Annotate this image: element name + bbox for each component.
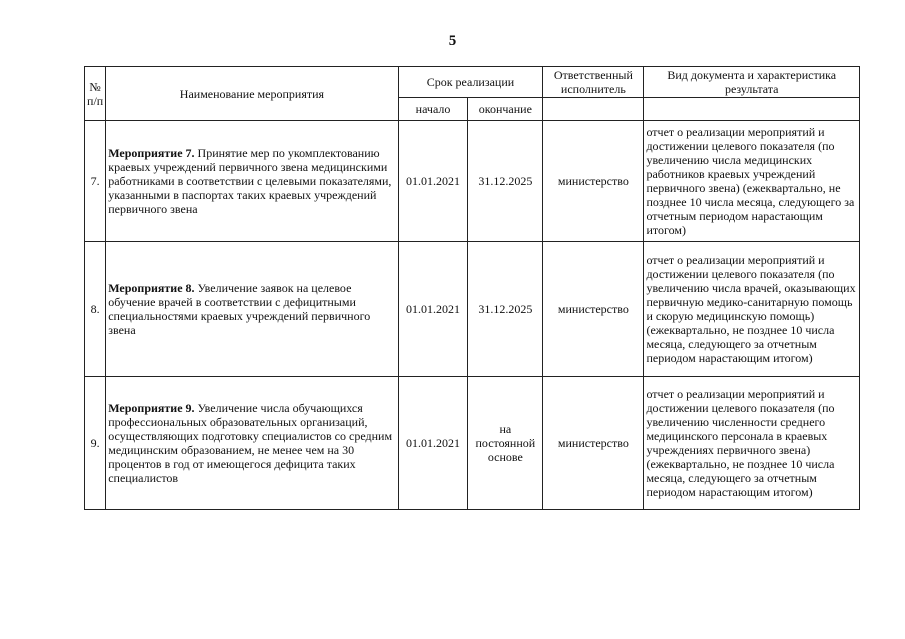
row-desc: Увеличение числа обучающихся профессиональных образовательных организаций, осуществляющих подготовку специалистов со средним медицинским образованием, не менее чем на 30 процентов в год от имеющегося дефицита таких специалистов (108, 401, 393, 485)
row-start: 01.01.2021 (398, 377, 468, 510)
table-row (85, 121, 860, 242)
row-title: Мероприятие 8. (108, 281, 195, 295)
row-title: Мероприятие 7. (108, 146, 195, 160)
header-result: Вид документа и характеристика результата (644, 67, 860, 98)
row-num: 8. (85, 242, 106, 377)
page-number: 5 (448, 33, 457, 49)
row-result: отчет о реализации мероприятий и достижении целевого показателя (по увеличению числа врачей, оказывающих первичную медико-санитарную помощь и скорую медицинскую помощь) (ежеквартально, не позднее 10 числа месяца, следующего за отчетным периодом нарастающим итогом) (644, 242, 860, 377)
header-start: начало (398, 98, 468, 121)
row-title: Мероприятие 9. (108, 401, 195, 415)
row-name (106, 377, 398, 510)
header-end: окончание (468, 98, 543, 121)
row-num: 7. (85, 121, 106, 242)
header-num: № п/п (85, 67, 106, 121)
row-name (106, 242, 398, 377)
table-row (85, 377, 860, 510)
header-responsible: Ответственный исполнитель (543, 67, 644, 98)
row-end: 31.12.2025 (468, 242, 543, 377)
row-end: 31.12.2025 (468, 121, 543, 242)
row-responsible: министерство (543, 377, 644, 510)
row-num: 9. (85, 377, 106, 510)
row-desc: Принятие мер по укомплектованию краевых учреждений первичного звена медицинскими работниками в соответствии с целевыми показателями, указанными в паспортах таких краевых учреждений первичного звена (108, 146, 392, 216)
row-end: на постоянной основе (468, 377, 543, 510)
row-name (106, 121, 398, 242)
row-start: 01.01.2021 (398, 121, 468, 242)
header-responsible-empty (543, 98, 644, 121)
header-name: Наименование мероприятия (106, 67, 398, 121)
table-row (85, 242, 860, 377)
header-period: Срок реализации (398, 67, 543, 98)
row-result: отчет о реализации мероприятий и достижении целевого показателя (по увеличению численности среднего медицинского персонала в краевых учреждениях первичного звена) (ежеквартально, не позднее 10 числа месяца, следующего за отчетным периодом нарастающим итогом) (644, 377, 860, 510)
row-start: 01.01.2021 (398, 242, 468, 377)
measures-table (84, 66, 860, 510)
row-responsible: министерство (543, 121, 644, 242)
row-desc: Увеличение заявок на целевое обучение врачей в соответствии с дефицитными специальностями краевых учреждений первичного звена (108, 281, 371, 337)
header-result-empty (644, 98, 860, 121)
header-row (85, 67, 860, 98)
row-result: отчет о реализации мероприятий и достижении целевого показателя (по увеличению числа медицинских работников краевых учреждений первичного звена) (ежеквартально, не позднее 10 числа месяца, следующего за отчетным периодом нарастающим итогом) (644, 121, 860, 242)
row-responsible: министерство (543, 242, 644, 377)
